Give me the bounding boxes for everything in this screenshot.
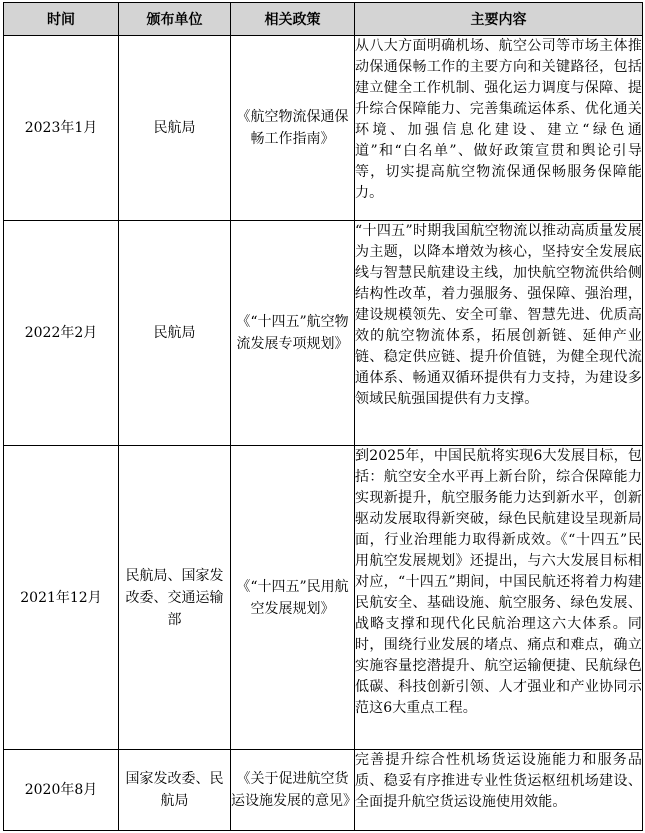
cell-policy: 《关于促进航空货运设施发展的意见》 <box>231 750 355 831</box>
cell-policy: 《“十四五”民用航空发展规划》 <box>231 446 355 750</box>
policy-table <box>3 2 643 831</box>
table-row <box>4 446 643 750</box>
header-time: 时间 <box>4 3 119 36</box>
table-row <box>4 221 643 446</box>
header-issuer: 颁布单位 <box>119 3 231 36</box>
cell-policy: 《“十四五”航空物流发展专项规划》 <box>231 221 355 446</box>
cell-content: 完善提升综合性机场货运设施能力和服务品质、稳妥有序推进专业性货运枢纽机场建设、全面提升航空货运设施使用效能。 <box>355 750 643 831</box>
cell-content: 从八大方面明确机场、航空公司等市场主体推动保通保畅工作的主要方向和关键路径，包括建立健全工作机制、强化运力调度与保障、提升综合保障能力、完善集疏运体系、优化通关环境、加强信息化建设、建立“绿色通道”和“白名单”、做好政策宣贯和舆论引导等，切实提高航空物流保通保畅服务保障能力。 <box>355 36 643 221</box>
cell-time: 2022年2月 <box>4 221 119 446</box>
cell-content: 到2025年，中国民航将实现6大发展目标，包括：航空安全水平再上新台阶，综合保障能力实现新提升，航空服务能力达到新水平，创新驱动发展取得新突破，绿色民航建设呈现新局面，行业治理能力取得新成效。《“十四五”民用航空发展规划》还提出，与六大发展目标相对应，“十四五”期间，中国民航还将着力构建民航安全、基础设施、航空服务、绿色发展、战略支撑和现代化民航治理这六大体系。同时，围绕行业发展的堵点、痛点和难点，确立实施容量挖潜提升、航空运输便捷、民航绿色低碳、科技创新引领、人才强业和产业协同示范这6大重点工程。 <box>355 446 643 750</box>
cell-issuer: 国家发改委、民航局 <box>119 750 231 831</box>
cell-issuer: 民航局 <box>119 36 231 221</box>
cell-issuer: 民航局 <box>119 221 231 446</box>
cell-time: 2023年1月 <box>4 36 119 221</box>
table-row <box>4 36 643 221</box>
cell-content: “十四五”时期我国航空物流以推动高质量发展为主题，以降本增效为核心，坚持安全发展底线与智慧民航建设主线，加快航空物流供给侧结构性改革，着力强服务、强保障、强治理，建设规模领先、安全可靠、智慧先进、优质高效的航空物流体系，拓展创新链、延伸产业链、稳定供应链、提升价值链，为健全现代流通体系、畅通双循环提供有力支持，为建设多领域民航强国提供有力支撑。 <box>355 221 643 446</box>
header-row <box>4 3 643 36</box>
header-content: 主要内容 <box>355 3 643 36</box>
cell-time: 2020年8月 <box>4 750 119 831</box>
table-row <box>4 750 643 831</box>
cell-issuer: 民航局、国家发改委、交通运输部 <box>119 446 231 750</box>
cell-time: 2021年12月 <box>4 446 119 750</box>
cell-policy: 《航空物流保通保畅工作指南》 <box>231 36 355 221</box>
header-policy: 相关政策 <box>231 3 355 36</box>
